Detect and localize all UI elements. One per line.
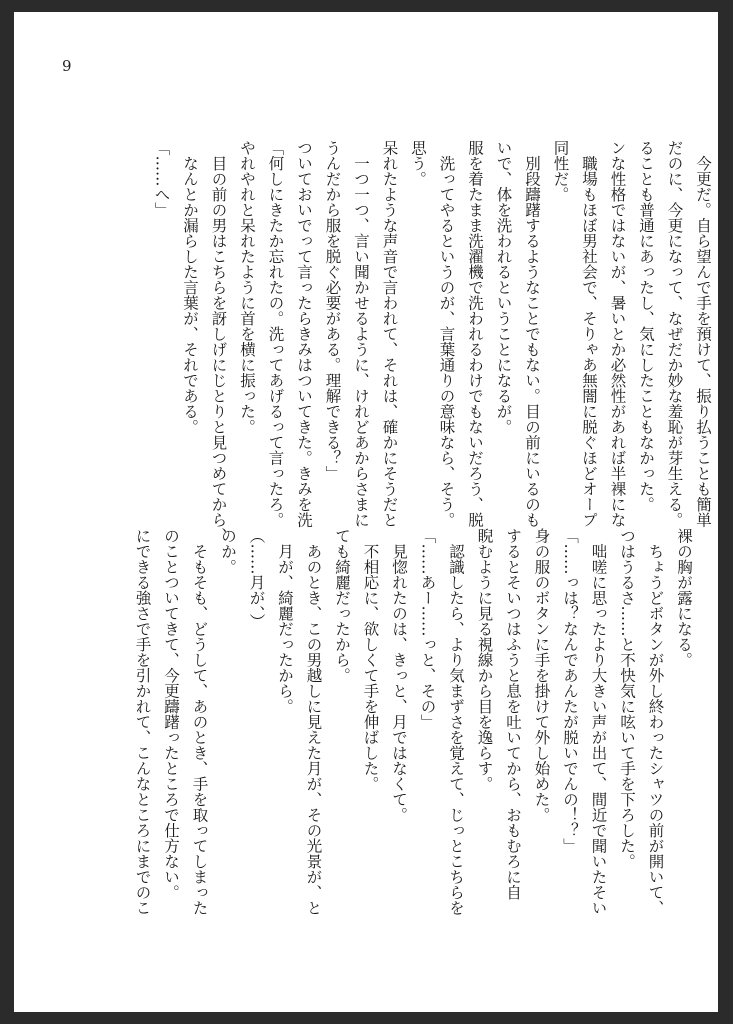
text-line: 思う。 [409,140,427,187]
text-line: そもそも、どうして、あのとき、手を取ってしまった [190,528,209,916]
text-line: （……月が、） [247,528,266,629]
text-line: 一つ一つ、言い聞かせるように、けれどあからさまに [352,140,370,528]
text-line: いで、体を洗われるということになるが。 [494,140,513,435]
text-line: うんだから服を脱ぐ必要がある。理解できる？」 [323,140,342,481]
text-line: ることも普通にあったし、気にしたこともなかった。 [637,140,655,512]
text-line: 「何しにきたか忘れたの。洗ってあげるって言ったろ。 [266,140,285,528]
page-number: 9 [62,57,72,75]
text-line: 「……あー……っと、その」 [418,528,437,730]
text-line: するとそいつはふうと息を吐いてから、おもむろに自 [504,528,522,900]
text-line: ちょうどボタンが外し終わったシャツの前が開いて、 [646,528,665,916]
text-line: 目の前の男はこちらを訝しげにじとりと見つめてから、 [209,140,228,543]
text-line: 認識したら、より気まずさを覚えて、じっとこちらを [447,528,465,916]
text-line: 職場もほぼ男社会で、そりゃあ無闇に脱ぐほどオープ [580,140,598,528]
text-line: にできる強さで手を引かれて、こんなところにまでのこ [133,528,152,916]
text-line: あのとき、この男越しに見えた月が、その光景が、と [304,528,323,916]
text-line: 今更だ。自ら望んで手を預けて、振り払うことも簡単 [694,140,712,528]
lower-text-block [128,528,698,916]
text-line: 見惚れたのは、きっと、月ではなくて。 [390,528,408,823]
upper-text-block [147,140,717,543]
text-line: だのに、今更になって、なぜだか妙な羞恥が芽生える。 [665,140,684,528]
text-line: 身の服のボタンに手を掛けて外し始めた。 [532,528,551,823]
text-line: つはうるさ……と不快気に呟いて手を下ろした。 [618,528,636,869]
text-line: 同性だ。 [551,140,570,202]
text-line: 睨むように見る視線から目を逸らす。 [475,528,494,792]
text-line: やれやれと呆れたように首を横に振った。 [238,140,256,435]
text-line: ても綺麗だったから。 [333,528,351,683]
text-line: 月が、綺麗だったから。 [276,528,294,714]
text-line: なんとか漏らした言葉が、それである。 [181,140,199,435]
text-line: 洗ってやるというのが、言葉通りの意味なら、そう。 [437,140,456,528]
text-line: 咄嗟に思ったより大きい声が出て、間近で聞いたそい [589,528,608,916]
text-line: のか。 [219,528,237,575]
text-line: ンな性格ではないが、暑いとか必然性があれば半裸にな [608,140,627,528]
text-line: 裸の胸が露になる。 [675,528,693,668]
text-line: 呆れたような声音で言われて、それは、確かにそうだと [380,140,399,528]
text-line: 不相応に、欲しくて手を伸ばした。 [361,528,380,792]
text-line: ついておいでって言ったらきみはついてきた。きみを洗 [295,140,313,528]
book-page [14,12,718,1012]
text-line: 「……へ」 [152,140,171,218]
text-line: のことついてきて、今更躊躇ったところで仕方ない。 [162,528,180,900]
text-line: 「……っは？なんであんたが脱いでんの！？」 [561,528,579,854]
text-line: 別段躊躇するようなことでもない。目の前にいるのも [523,140,541,528]
text-line: 服を着たまま洗濯機で洗われるわけでもないだろう、脱 [466,140,484,528]
